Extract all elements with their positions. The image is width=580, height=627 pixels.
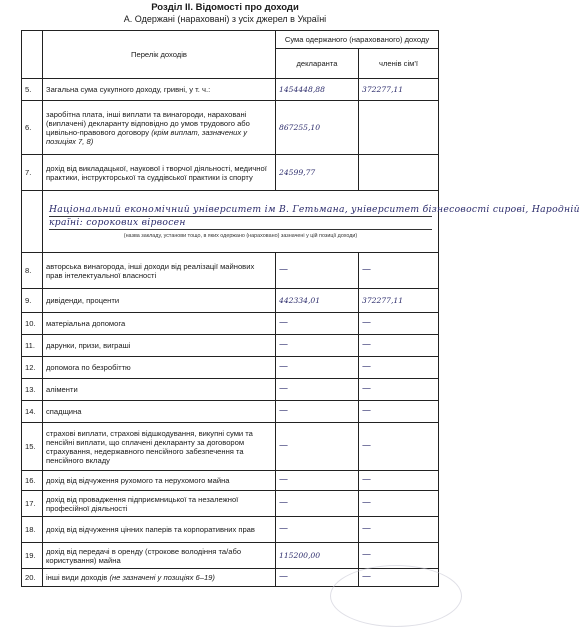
row-number: 16. xyxy=(22,471,43,491)
income-table xyxy=(21,30,580,587)
row-label: Загальна сума сукупного доходу, гривні, у т. ч.: xyxy=(43,79,276,101)
table-row xyxy=(22,101,439,155)
family-amount: — xyxy=(359,253,439,289)
row-label: страхові виплати, страхові відшкодування, викупні суми та пенсійні виплати, що сплачені декларанту за договором страхування, недержавного пенсійного забезпечення та пенсійного вкладу xyxy=(43,423,276,471)
row-number: 7. xyxy=(22,155,43,191)
row-label: дивіденди, проценти xyxy=(43,289,276,313)
row-label: дохід від відчуження цінних паперів та корпоративних прав xyxy=(43,517,276,543)
family-amount: — xyxy=(359,313,439,335)
official-stamp xyxy=(330,565,462,627)
table-row xyxy=(22,357,439,379)
row-number: 17. xyxy=(22,491,43,517)
row-note: (крім виплат, зазначених у позиціях 7, 8) xyxy=(46,127,248,146)
declarant-amount: — xyxy=(276,335,359,357)
row-number: 6. xyxy=(22,101,43,155)
family-amount: — xyxy=(359,491,439,517)
table-row xyxy=(22,79,439,101)
row-label-cell xyxy=(43,569,276,587)
declarant-amount: — xyxy=(276,423,359,471)
declarant-amount: — xyxy=(276,313,359,335)
row-number: 20. xyxy=(22,569,43,587)
table-row xyxy=(22,517,439,543)
family-amount xyxy=(359,101,439,155)
table-row xyxy=(22,491,439,517)
row-number: 13. xyxy=(22,379,43,401)
section-title: Розділ ІІ. Відомості про доходи xyxy=(151,2,299,13)
income-source-cell xyxy=(43,191,580,253)
family-amount: — xyxy=(359,543,439,569)
row-number: 18. xyxy=(22,517,43,543)
table-row xyxy=(22,471,439,491)
family-amount: — xyxy=(359,569,439,587)
declarant-amount: 24599,77 xyxy=(276,155,359,191)
row-label: заробітна плата, інші виплати та винагороди, нараховані (виплачені) декларанту відповідно до умов трудового або цивільно-правового договору xyxy=(46,109,250,137)
table-row xyxy=(22,155,439,191)
handwritten-line: Національний економічний університет ім В. Гетьмана, університет бізнесовості сирові, Народній xyxy=(49,204,580,215)
declarant-amount: — xyxy=(276,517,359,543)
family-amount: 372277,11 xyxy=(359,79,439,101)
table-row xyxy=(22,335,439,357)
table-row xyxy=(22,313,439,335)
family-amount: — xyxy=(359,379,439,401)
row-label-cell xyxy=(43,101,276,155)
table-row xyxy=(22,289,439,313)
declarant-amount: 1454448,88 xyxy=(276,79,359,101)
declarant-header: декларанта xyxy=(276,49,359,79)
declarant-amount: — xyxy=(276,357,359,379)
family-amount: — xyxy=(359,471,439,491)
row-label: дохід від провадження підприємницької та незалежної професійної діяльності xyxy=(43,491,276,517)
amount-header: Сума одержаного (нарахованого) доходу xyxy=(276,31,439,49)
row-number: 15. xyxy=(22,423,43,471)
row-label: дохід від передачі в оренду (строкове володіння та/або користування) майна xyxy=(43,543,276,569)
family-amount: — xyxy=(359,357,439,379)
table-row xyxy=(22,543,439,569)
row-number: 19. xyxy=(22,543,43,569)
row-label: матеріальна допомога xyxy=(43,313,276,335)
row-number: 5. xyxy=(22,79,43,101)
family-header: членів сім'ї xyxy=(359,49,439,79)
row-number: 10. xyxy=(22,313,43,335)
table-row xyxy=(22,423,439,471)
row-number: 12. xyxy=(22,357,43,379)
declarant-amount: 115200,00 xyxy=(276,543,359,569)
row-label: інші види доходів xyxy=(46,573,108,582)
handwritten-line: країні: сорокових вірвосен xyxy=(49,217,432,230)
declarant-amount: — xyxy=(276,569,359,587)
row-number: 8. xyxy=(22,253,43,289)
declarant-amount: — xyxy=(276,471,359,491)
table-row xyxy=(22,253,439,289)
declarant-amount: — xyxy=(276,253,359,289)
table-header-row xyxy=(22,31,439,49)
declarant-amount: — xyxy=(276,401,359,423)
declarant-amount: — xyxy=(276,491,359,517)
handwritten-source xyxy=(49,204,580,230)
declarant-amount: 867255,10 xyxy=(276,101,359,155)
declarant-amount: 442334,01 xyxy=(276,289,359,313)
row-label: аліменти xyxy=(43,379,276,401)
list-header: Перелік доходів xyxy=(43,31,276,79)
row-label: спадщина xyxy=(43,401,276,423)
row-number: 14. xyxy=(22,401,43,423)
family-amount: — xyxy=(359,423,439,471)
family-amount: — xyxy=(359,401,439,423)
declarant-amount: — xyxy=(276,379,359,401)
section-subtitle: А. Одержані (нараховані) з усіх джерел в Україні xyxy=(123,14,327,24)
row-note: (не зазначені у позиціях 6–19) xyxy=(109,573,215,582)
row-label: дохід від відчуження рухомого та нерухомого майна xyxy=(43,471,276,491)
row-number: 9. xyxy=(22,289,43,313)
family-amount: — xyxy=(359,517,439,543)
family-amount: 372277,11 xyxy=(359,289,439,313)
source-caption: (назва закладу, установи тощо, в яких одержано (нараховано) зазначені у цій позиції доходи) xyxy=(123,233,358,239)
row-label: авторська винагорода, інші доходи від реалізації майнових прав інтелектуальної власності xyxy=(43,253,276,289)
income-source-row xyxy=(22,191,439,253)
row-label: дарунки, призи, виграші xyxy=(43,335,276,357)
row-label: допомога по безробіттю xyxy=(43,357,276,379)
family-amount xyxy=(359,155,439,191)
family-amount: — xyxy=(359,335,439,357)
row-number: 11. xyxy=(22,335,43,357)
table-row xyxy=(22,401,439,423)
table-row xyxy=(22,379,439,401)
row-label: дохід від викладацької, наукової і творчої діяльності, медичної практики, інструкторської та суддівської практики із спорту xyxy=(43,155,276,191)
